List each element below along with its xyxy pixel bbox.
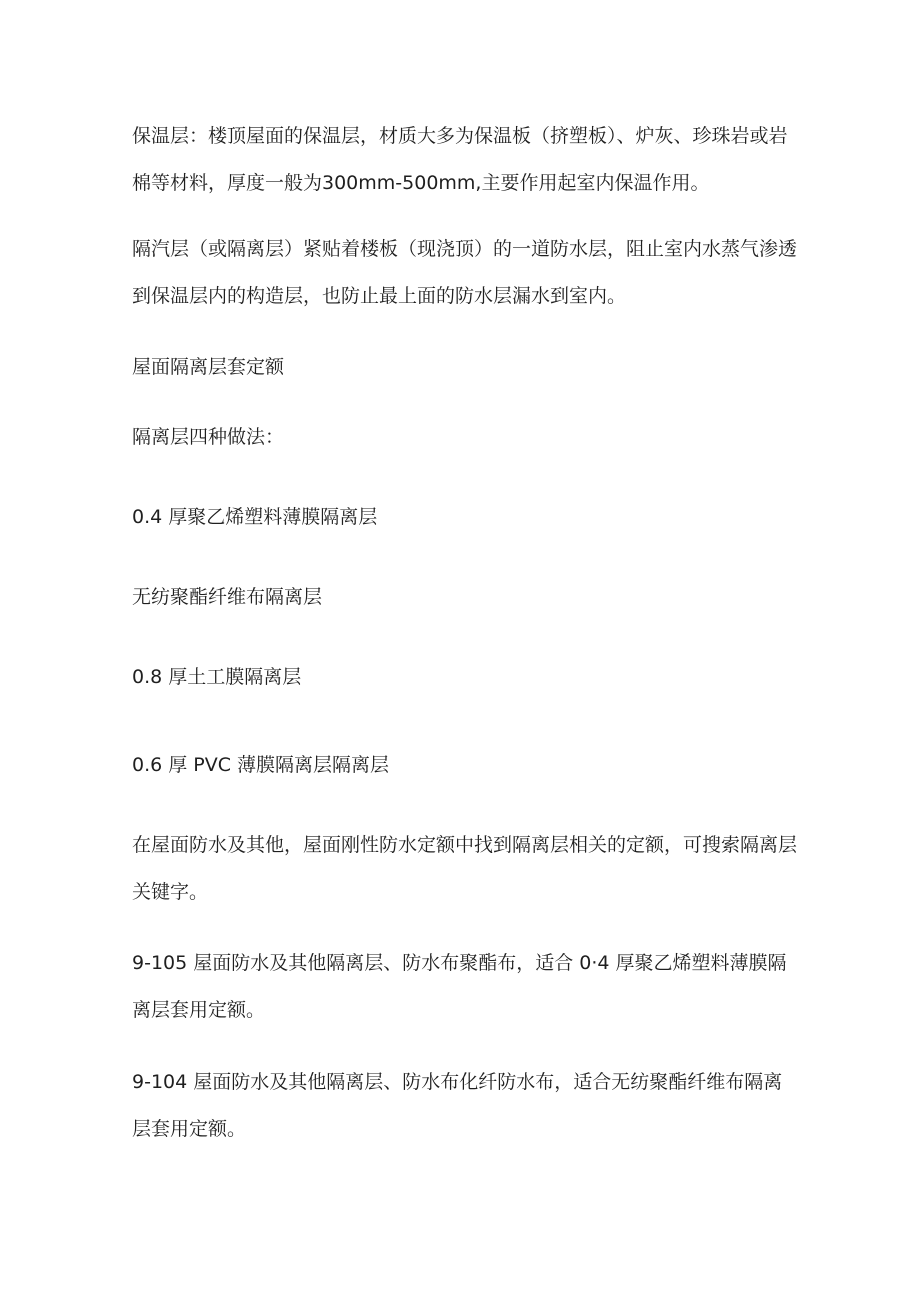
paragraph-insulation-layer: 保温层：楼顶屋面的保温层，材质大多为保温板（挤塑板）、炉灰、珍珠岩或岩棉等材料，厚度一般为300mm-500mm,主要作用起室内保温作用。 [132,125,788,194]
paragraph-vapor-barrier: 隔汽层（或隔离层）紧贴着楼板（现浇顶）的一道防水层，阻止室内水蒸气渗透到保温层内的构造层，也防止最上面的防水层漏水到室内。 [132,238,798,307]
list-item-geomembrane: 0.8 厚土工膜隔离层 [132,666,302,688]
paragraph-quota-9-104: 9-104 屋面防水及其他隔离层、防水布化纤防水布，适合无纺聚酯纤维布隔离层套用定额。 [132,1071,783,1140]
paragraph-heading-quota: 屋面隔离层套定额 [132,356,285,378]
list-item-nonwoven: 无纺聚酯纤维布隔离层 [132,586,323,608]
list-item-pe-film: 0.4 厚聚乙烯塑料薄膜隔离层 [132,506,378,528]
paragraph-search-hint: 在屋面防水及其他，屋面刚性防水定额中找到隔离层相关的定额，可搜索隔离层关键字。 [132,834,798,903]
paragraph-four-methods: 隔离层四种做法： [132,426,285,448]
list-item-pvc-film: 0.6 厚 PVC 薄膜隔离层隔离层 [132,754,390,776]
paragraph-quota-9-105: 9-105 屋面防水及其他隔离层、防水布聚酯布，适合 0·4 厚聚乙烯塑料薄膜隔离层套用定额。 [132,952,787,1021]
